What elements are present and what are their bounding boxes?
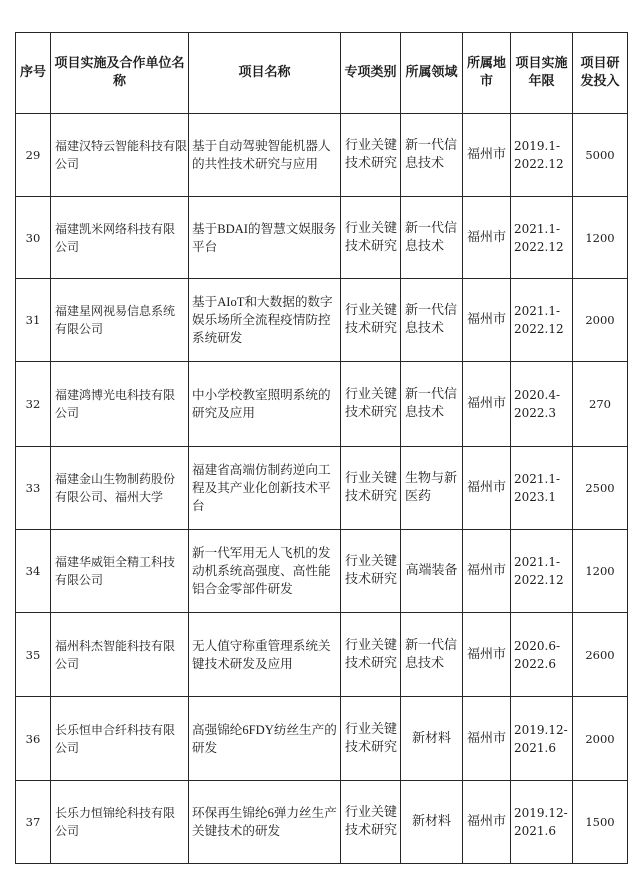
implementation-period: 2021.1- 2022.12 (511, 530, 573, 613)
table-row (16, 114, 628, 197)
project-name: 新一代军用无人飞机的发 动机系统高强度、高性能 铝合金零部件研发 (189, 530, 341, 613)
implementing-unit: 福建鸿博光电科技有限 公司 (51, 362, 189, 447)
special-category: 行业关键 技术研究 (341, 197, 401, 279)
field: 新一代信 息技术 (401, 362, 463, 447)
row-number: 36 (16, 697, 51, 781)
table-header-row (16, 33, 628, 114)
rd-investment: 2600 (573, 613, 628, 697)
city: 福州市 (463, 279, 511, 362)
field: 生物与新 医药 (401, 447, 463, 530)
city: 福州市 (463, 114, 511, 197)
header-project-name: 项目名称 (189, 33, 341, 114)
special-category: 行业关键 技术研究 (341, 781, 401, 864)
row-number: 31 (16, 279, 51, 362)
header-city: 所属地 市 (463, 33, 511, 114)
special-category: 行业关键 技术研究 (341, 447, 401, 530)
project-name: 无人值守称重管理系统关 键技术研发及应用 (189, 613, 341, 697)
implementing-unit: 福建汉特云智能科技有限 公司 (51, 114, 189, 197)
project-name: 高强锦纶6FDY纺丝生产的 研发 (189, 697, 341, 781)
special-category: 行业关键 技术研究 (341, 613, 401, 697)
header-investment: 项目研 发投入 (573, 33, 628, 114)
implementing-unit: 长乐恒申合纤科技有限 公司 (51, 697, 189, 781)
city: 福州市 (463, 697, 511, 781)
row-number: 32 (16, 362, 51, 447)
header-implementing-unit: 项目实施及合作单位名 称 (51, 33, 189, 114)
rd-investment: 5000 (573, 114, 628, 197)
special-category: 行业关键 技术研究 (341, 697, 401, 781)
table-row (16, 530, 628, 613)
table-row (16, 447, 628, 530)
field: 高端装备 (401, 530, 463, 613)
row-number: 35 (16, 613, 51, 697)
special-category: 行业关键 技术研究 (341, 362, 401, 447)
header-field: 所属领域 (401, 33, 463, 114)
project-name: 福建省高端仿制药逆向工 程及其产业化创新技术平 台 (189, 447, 341, 530)
implementation-period: 2021.1- 2022.12 (511, 279, 573, 362)
table-row (16, 197, 628, 279)
row-number: 30 (16, 197, 51, 279)
rd-investment: 1200 (573, 197, 628, 279)
project-name: 基于BDAI的智慧文娱服务 平台 (189, 197, 341, 279)
implementing-unit: 长乐力恒锦纶科技有限 公司 (51, 781, 189, 864)
row-number: 29 (16, 114, 51, 197)
implementing-unit: 福建星网视易信息系统 有限公司 (51, 279, 189, 362)
table-row (16, 697, 628, 781)
city: 福州市 (463, 197, 511, 279)
implementation-period: 2019.12- 2021.6 (511, 781, 573, 864)
special-category: 行业关键 技术研究 (341, 530, 401, 613)
implementation-period: 2020.4- 2022.3 (511, 362, 573, 447)
table-row (16, 613, 628, 697)
field: 新材料 (401, 697, 463, 781)
header-number: 序号 (16, 33, 51, 114)
field: 新一代信 息技术 (401, 197, 463, 279)
table-row (16, 279, 628, 362)
implementing-unit: 福建华威钜全精工科技 有限公司 (51, 530, 189, 613)
implementation-period: 2020.6- 2022.6 (511, 613, 573, 697)
implementing-unit: 福建金山生物制药股份 有限公司、福州大学 (51, 447, 189, 530)
project-name: 环保再生锦纶6弹力丝生产 关键技术的研发 (189, 781, 341, 864)
project-name: 中小学校教室照明系统的 研究及应用 (189, 362, 341, 447)
rd-investment: 2000 (573, 279, 628, 362)
implementation-period: 2021.1- 2022.12 (511, 197, 573, 279)
city: 福州市 (463, 781, 511, 864)
row-number: 37 (16, 781, 51, 864)
special-category: 行业关键 技术研究 (341, 114, 401, 197)
rd-investment: 1200 (573, 530, 628, 613)
city: 福州市 (463, 362, 511, 447)
field: 新一代信 息技术 (401, 114, 463, 197)
header-special-category: 专项类别 (341, 33, 401, 114)
table-row (16, 781, 628, 864)
implementation-period: 2019.1- 2022.12 (511, 114, 573, 197)
field: 新一代信 息技术 (401, 279, 463, 362)
implementation-period: 2019.12- 2021.6 (511, 697, 573, 781)
implementing-unit: 福建凯米网络科技有限 公司 (51, 197, 189, 279)
implementation-period: 2021.1- 2023.1 (511, 447, 573, 530)
city: 福州市 (463, 613, 511, 697)
field: 新一代信 息技术 (401, 613, 463, 697)
row-number: 33 (16, 447, 51, 530)
field: 新材料 (401, 781, 463, 864)
header-period: 项目实施 年限 (511, 33, 573, 114)
rd-investment: 2000 (573, 697, 628, 781)
document-sheet (15, 32, 627, 864)
rd-investment: 1500 (573, 781, 628, 864)
row-number: 34 (16, 530, 51, 613)
project-table (15, 32, 628, 864)
rd-investment: 2500 (573, 447, 628, 530)
project-name: 基于自动驾驶智能机器人 的共性技术研究与应用 (189, 114, 341, 197)
special-category: 行业关键 技术研究 (341, 279, 401, 362)
city: 福州市 (463, 447, 511, 530)
city: 福州市 (463, 530, 511, 613)
implementing-unit: 福州科杰智能科技有限 公司 (51, 613, 189, 697)
table-row (16, 362, 628, 447)
rd-investment: 270 (573, 362, 628, 447)
project-name: 基于AIoT和大数据的数字 娱乐场所全流程疫情防控 系统研发 (189, 279, 341, 362)
